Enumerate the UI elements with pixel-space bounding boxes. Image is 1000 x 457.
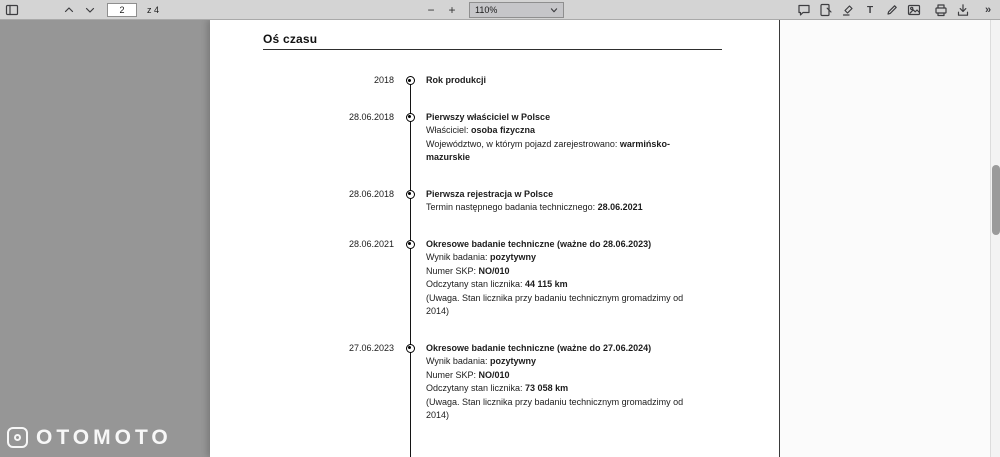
toolbar-tools bbox=[796, 0, 996, 20]
timeline-dot-icon bbox=[406, 344, 415, 353]
timeline-entry bbox=[263, 188, 722, 215]
timeline-entry-text bbox=[426, 188, 643, 215]
otomoto-logo-dot bbox=[14, 434, 21, 441]
pdf-toolbar bbox=[0, 0, 1000, 20]
more-tools-icon: » bbox=[984, 4, 992, 16]
page-number-input[interactable] bbox=[107, 3, 137, 17]
zoom-controls bbox=[423, 0, 564, 20]
timeline-date: 2018 bbox=[373, 75, 394, 85]
timeline-entries bbox=[263, 74, 722, 423]
highlighter-icon bbox=[841, 3, 855, 17]
comment-button[interactable] bbox=[796, 1, 812, 19]
zoom-value: 110% bbox=[475, 5, 498, 15]
next-page-button[interactable] bbox=[82, 1, 98, 19]
sidebar-toggle-icon bbox=[5, 3, 19, 17]
timeline-line: Numer SKP: NO/010 bbox=[426, 265, 510, 276]
download-button[interactable] bbox=[955, 1, 971, 19]
chevron-up-icon bbox=[62, 3, 76, 17]
timeline-line: (Uwaga. Stan licznika przy badaniu technicznym gromadzimy od 2014) bbox=[426, 396, 684, 420]
timeline-rail bbox=[410, 80, 411, 457]
timeline-line: Właściciel: osoba fizyczna bbox=[426, 125, 536, 135]
zoom-in-button[interactable] bbox=[444, 1, 460, 19]
fill-sign-icon bbox=[819, 3, 833, 17]
page-navigation bbox=[61, 1, 159, 19]
timeline-entry bbox=[263, 111, 722, 165]
timeline-entry-text bbox=[426, 238, 704, 319]
timeline-line: Okresowe badanie techniczne (ważne do 27.06.2024) bbox=[426, 342, 652, 353]
timeline-line: Wynik badania: pozytywny bbox=[426, 356, 536, 366]
timeline-line: Odczytany stan licznika: 73 058 km bbox=[426, 383, 569, 393]
timeline-entry bbox=[263, 342, 722, 423]
timeline-date: 27.06.2023 bbox=[348, 342, 394, 353]
timeline-line: Termin następnego badania technicznego: 28.06.2021 bbox=[426, 202, 643, 212]
timeline-entry-text bbox=[426, 74, 486, 88]
previous-page-button[interactable] bbox=[61, 1, 77, 19]
image-icon bbox=[907, 3, 921, 17]
timeline-date: 28.06.2021 bbox=[348, 238, 394, 249]
document-title: Oś czasu bbox=[263, 32, 318, 46]
zoom-out-button[interactable] bbox=[423, 1, 439, 19]
sidebar-toggle-button[interactable] bbox=[4, 1, 20, 19]
timeline-line: Numer SKP: NO/010 bbox=[426, 369, 510, 380]
timeline-date: 28.06.2018 bbox=[348, 111, 394, 122]
zoom-out-icon: − bbox=[427, 3, 435, 17]
timeline-line: Odczytany stan licznika: 44 115 km bbox=[426, 279, 568, 289]
page-count-label: z 4 bbox=[147, 4, 160, 15]
timeline-line: Pierwszy właściciel w Polsce bbox=[426, 111, 551, 122]
chevron-down-icon bbox=[83, 3, 97, 17]
pdf-page bbox=[210, 20, 779, 457]
timeline-line: Pierwsza rejestracja w Polsce bbox=[426, 188, 554, 199]
print-button[interactable] bbox=[933, 1, 949, 19]
timeline-dot-icon bbox=[406, 240, 415, 249]
highlight-button[interactable] bbox=[840, 1, 856, 19]
fill-sign-button[interactable] bbox=[818, 1, 834, 19]
timeline-dot-icon bbox=[406, 190, 415, 199]
viewer-area bbox=[0, 20, 779, 457]
timeline-entry bbox=[263, 238, 722, 319]
download-icon bbox=[956, 3, 970, 17]
draw-button[interactable] bbox=[884, 1, 900, 19]
right-panel bbox=[779, 20, 990, 457]
title-divider bbox=[263, 49, 722, 50]
zoom-select[interactable] bbox=[469, 2, 564, 18]
timeline-date: 28.06.2018 bbox=[348, 188, 394, 199]
add-image-button[interactable] bbox=[906, 1, 922, 19]
timeline-entry-text bbox=[426, 111, 704, 165]
timeline-line: Wynik badania: pozytywny bbox=[426, 252, 536, 262]
otomoto-watermark bbox=[7, 427, 172, 448]
timeline-line: Rok produkcji bbox=[426, 75, 487, 85]
timeline-dot-icon bbox=[406, 113, 415, 122]
comment-icon bbox=[797, 3, 811, 17]
text-tool-button[interactable] bbox=[862, 1, 878, 19]
draw-icon bbox=[885, 3, 899, 17]
text-tool-icon: T bbox=[866, 4, 874, 16]
timeline-dot-icon bbox=[406, 76, 415, 85]
zoom-in-icon: + bbox=[448, 3, 456, 17]
scrollbar-thumb[interactable] bbox=[992, 165, 1000, 235]
timeline-entry bbox=[263, 74, 722, 88]
timeline bbox=[263, 74, 722, 457]
more-tools-button[interactable] bbox=[980, 1, 996, 19]
timeline-line: Okresowe badanie techniczne (ważne do 28.06.2023) bbox=[426, 238, 652, 249]
otomoto-logo-icon bbox=[7, 427, 28, 448]
vertical-scrollbar[interactable] bbox=[990, 20, 1000, 457]
timeline-line: Województwo, w którym pojazd zarejestrowano: warmińsko-mazurskie bbox=[426, 138, 670, 162]
print-icon bbox=[934, 3, 948, 17]
timeline-entry-text bbox=[426, 342, 704, 423]
timeline-line: (Uwaga. Stan licznika przy badaniu technicznym gromadzimy od 2014) bbox=[426, 292, 684, 316]
watermark-text: OTOMOTO bbox=[36, 426, 172, 449]
chevron-down-icon bbox=[550, 6, 558, 14]
